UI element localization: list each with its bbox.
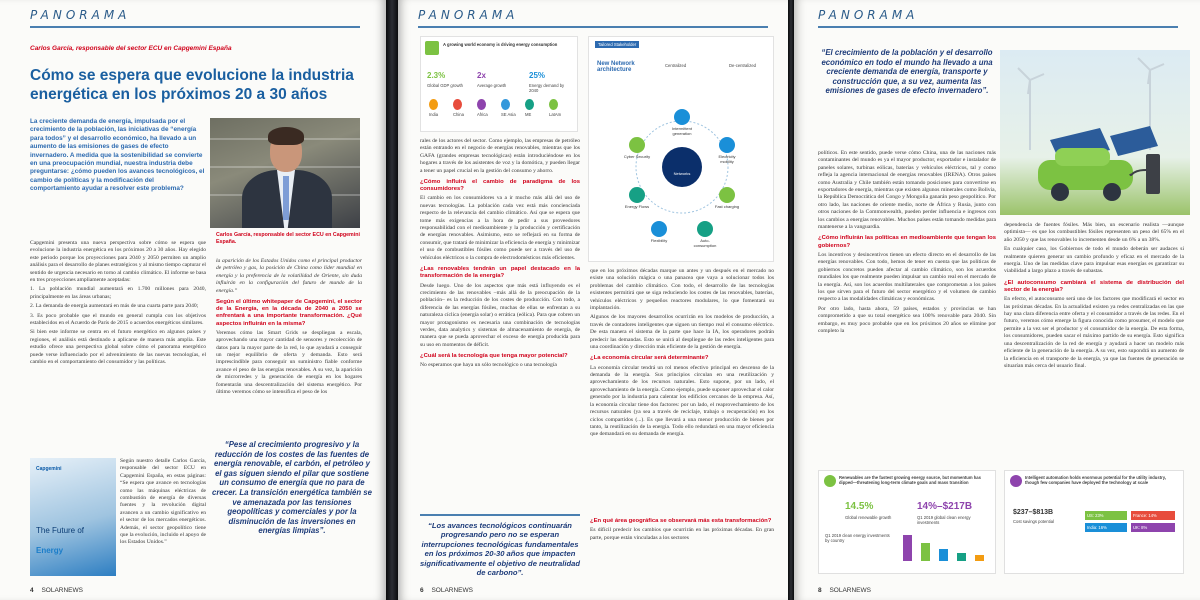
article-title: Cómo se espera que evolucione la industria energética en los próximos 20 a 30 años xyxy=(30,67,354,103)
body-column-1 xyxy=(818,150,996,450)
body-column-2 xyxy=(216,258,362,438)
stat-gdp: 2.3% xyxy=(427,71,446,80)
list-item: 1. La población mundial aumentará en 1.700 millones para 2040, principalmente en las áreas urbanas; xyxy=(30,286,206,300)
magazine-page-middle xyxy=(398,0,788,600)
subheading: ¿Cómo influirán las políticas en medioambiente que tengan los gobiernos? xyxy=(818,235,996,249)
drop-icon xyxy=(477,99,486,110)
consumption-icon xyxy=(697,221,713,237)
savings-stat: $237–$813B xyxy=(1013,509,1054,516)
drop-icon xyxy=(429,99,438,110)
investment-stat: 14%–$217B xyxy=(917,501,973,512)
hub-label: Networks xyxy=(673,171,691,176)
article-lead: La creciente demanda de energía, impulsada por el crecimiento de la población, las iniciativas de “energía para todos” y el desarrollo económico, ha llevado a un aumento de las emisiones de gases de efecto invernadero. A medida que la sostenibilidad se convierte en una preocupación mundial, nuestra industria debe preguntarse: ¿cómo pueden los avances tecnológicos, el cambio de políticas y la modificación del comportamiento ayudar a resolver este problema? xyxy=(30,118,205,193)
author-photo xyxy=(210,118,360,228)
network-hub-icon xyxy=(662,147,702,187)
drop-icon xyxy=(549,99,558,110)
magazine-brand: SOLARNEWS xyxy=(41,587,83,594)
node-label: Energy Flows xyxy=(624,204,650,209)
drop-icon xyxy=(453,99,462,110)
paragraph: Por otro lado, hasta ahora, 59 países, estados y provincias se han comprometido a que su total energético sea 100% renovable para 2040. Sin embargo, es muy poco probable que en los próximos 20 años se elimine por completo la xyxy=(818,305,996,334)
economy-infographic xyxy=(420,36,578,132)
subheading: Según el último whitepaper de Capgemini, el sector de la Energía, en la década de 2040 a 2050 se enfrentará a una importante transformación. ¿Qué aspectos influirán en la misma? xyxy=(216,299,362,327)
section-header: PANORAMA xyxy=(818,8,919,22)
page-number: 4 xyxy=(30,587,34,594)
report-cover-thumbnail xyxy=(30,458,116,576)
magazine-page-left xyxy=(0,0,386,600)
body-column-2 xyxy=(1004,222,1184,462)
body-column-2 xyxy=(590,268,774,510)
region-label: Africa xyxy=(477,112,488,117)
pull-quote: “Pese al crecimiento progresivo y la reducción de los costes de las fuentes de energía renovable, el carbón, el petróleo y el gas siguen siendo el pilar que sostiene un consumo de energía que no para de crecer. La transición energética también se ve amenazada por las tensiones geopolíticas y comerciales y por la disminución de las inversiones en energías limpias”. xyxy=(212,440,372,536)
list-item: 3. Es poco probable que el mundo en general cumpla con los objetivos establecidos en el Acuerdo de París de 2015 o acuerdos energéticos similares. xyxy=(30,312,206,327)
subheading: ¿En qué área geográfica se observará más esta transformación? xyxy=(590,518,772,524)
paragraph: Capgemini presenta una nueva perspectiva sobre cómo se espera que evolucione la industria energética en los próximos 20 a 30 años. Hay elegido este periodo porque los proyecciones para 2040 y 2050 permiten un amplio análisis para el desarrollo de planes estratégicos y al mismo tiempo capturar el sentido de urgencia necesario en torno al cambio climático. El informe se basa en tres proyecciones ampliamente aceptadas: xyxy=(30,240,206,284)
infographic-title: Intelligent automation holds enormous potential for the utility industry, though few companies have deployed the technology at scale xyxy=(1025,475,1166,485)
renewables-infographic xyxy=(818,470,996,574)
drop-icon xyxy=(525,99,534,110)
investment-label: Q1 2019 global clean energy investments xyxy=(917,515,971,525)
paragraph: Si bien este informe se centra en el futuro energético en algunos países y regiones, el análisis está destinado a aplicarse de manera más amplia. Este estudio ofrece una perspectiva global sobre cómo el panorama energético puede verse influenciado por el advenimiento de las nuevas tecnologías, el cambio en el comportamiento del consumidor y las políticas. xyxy=(30,329,206,366)
page-footer xyxy=(420,587,473,594)
list-item: 2. La demanda de energía aumentará en más de una cuarta parte para 2040; xyxy=(30,303,199,310)
subheading: ¿El autoconsumo cambiará el sistema de distribución del sector de la energía? xyxy=(1004,279,1184,294)
country-bars xyxy=(899,531,993,569)
stat-demand: 25% xyxy=(529,71,546,80)
country-bar: US: 23% xyxy=(1085,511,1127,520)
paragraph: En efecto, el autoconsumo será uno de los factores que modificará el sector en las próximas décadas. En la actualidad existen ya redes centralizadas en las que hay una clara diferencia entre oferta y el consumidor a través de las redes. En el futuro, veremos cómo emerge la figura conocida como prosumer, el modelo que permite a la vez ser el productor y el consumidor de la energía. De esta forma, los consumidores, pueden sacar el máximo partido de su energía. Esto significa una descentralización de la red de energía y ayudará a hacer un modelo más eficiente de la generación de la energía. A su vez, esto supondrá un aumento de la eficiencia en el transporte de la energía, ya que las fuentes de generación se situarían más cerca del usuario final. xyxy=(1004,296,1184,369)
flexibility-icon xyxy=(651,221,667,237)
green-energy-illustration xyxy=(1000,50,1190,215)
header-rule xyxy=(418,26,768,28)
body-column-1-continued xyxy=(120,458,206,576)
paragraph: El cambio en los consumidores va a ir mucho más allá del uso de nuevas tecnologías. La población cada vez está más concienciada respecto de la relevancia del cambio climático. Así que se espera que tome más exigencias a la hora de pedir a sus proveedores responsabilidad con el medioambiente y la producción y certificación de energías renovables. Asimismo, esto se reflejará en su forma de consumir, que tratará de minimizar la eficiencia de energía y minimizar el uso de combustibles fósiles como puede ser a través del uso de vehículos eléctricos o la compra de electrodomésticos más eficientes. xyxy=(420,195,580,261)
page-number: 6 xyxy=(420,587,424,594)
node-label: Auto-consumption xyxy=(693,238,717,248)
renewable-growth-label: Global renewable growth xyxy=(845,515,892,520)
header-rule xyxy=(818,26,1178,28)
paragraph: Los incentivos y desincentivos tienen un efecto directo en el desarrollo de las energías renovables. Con todo, hemos de tener en cuenta que las políticas de gobiernos concretos pueden afectar al cambio climático, son los acuerdos mundiales los que realmente pueden impulsar un cambio real en el mercado de la energía. Así, son los acuerdos multilaterales que comprometan a los países los que sirven para el futuro del sector energético y el volumen de cambio respecto a las modalidades climáticas y económicas. xyxy=(818,251,996,303)
region-label: ME xyxy=(525,112,532,117)
network-diagram xyxy=(588,36,774,262)
subheading: ¿Cómo influirá el cambio de paradigma de los consumidores? xyxy=(420,179,580,193)
sun-icon xyxy=(824,475,836,487)
region-label: China xyxy=(453,112,464,117)
node-label: Flexibility xyxy=(650,238,668,243)
header-rule xyxy=(30,26,360,28)
diagram-title: New Network architecture xyxy=(597,61,635,73)
page-footer xyxy=(30,587,83,594)
paragraph: políticos. En este sentido, puede verse cómo China, una de las naciones más contaminantes del mundo es ya el mayor productor, exportador e instalador de paneles solares, turbinas eólicas, baterías y vehículos eléctricos, tal y como refleja la agencia internacional de energías renovables (IRENA). Otros países como Australia y Chile también están tomando posiciones para convertirse en exportadores de energía, mientras que existen algunos minerales como Bolivia, la República Democrática del Congo y Mongolia ganarán peso geopolítico. Por otro lado, las naciones de oriente medio, norte de África y Rusia, junto con otros naciones de la Commonwealth, pueden perder influencia e ingresos con los cambios a energías renovables. Muchos países están tomando medidas para mantenerse a la vanguardia. xyxy=(818,150,996,231)
paragraph: rales de los actores del sector. Como ejemplo, las empresas de petróleo están entrando en el negocio de energías renovables, mientras que los GAFA (grandes empresas tecnológicas) están introduciéndose en los hogares a través de los asistentes de voz y la domótica, y pueden llegar a tener un papel crucial en la gestión del consumo y ahorro. xyxy=(420,138,580,174)
mobility-icon xyxy=(719,137,735,153)
diagram-header: Tailored Stakeholder xyxy=(595,41,639,48)
stat-gdp-label: Global GDP growth xyxy=(427,83,463,88)
paragraph: Según nuestro detalle Carlos García, responsable del sector ECU en Capgemini España, en estas páginas: “Se espera que avance en tecnologías como las máquinas eléctricas de combustión de energía de diversas fuentes y la revolución digital avancen a un cambio significativo en el sector de los mercados energéticos. Además, el sector geopolítico tiene que la evolución, incluido el apoyo de los Estados Unidos.” xyxy=(120,458,206,546)
page-footer xyxy=(818,587,871,594)
subheading: ¿Las renovables tendrán un papel destacado en la transformación de la energía? xyxy=(420,266,580,280)
report-title: The Future of xyxy=(36,526,85,535)
region-label: India xyxy=(429,112,439,117)
drop-icon xyxy=(501,99,510,110)
paragraph: No esperamos que haya un sólo tecnológico o una tecnología xyxy=(420,362,557,369)
section-header: PANORAMA xyxy=(30,8,131,22)
subheading: ¿La economía circular será determinante? xyxy=(590,355,709,362)
stat-demand-label: Energy demand by 2040 xyxy=(529,83,565,93)
robot-icon xyxy=(1010,475,1022,487)
paragraph: Veremos cómo las Smart Grids se despliegan a escala, aprovechando una mayor cantidad de sensores y recolección de datos para la mayor parte de la red, lo que ayudará a conseguir un mejor equilibrio de oferta y demanda. Esto será imprescindible para conseguir un suministro fiable conforme avance el peso de las energías renovables. A su vez, la aparición de microrredes y la generación de energía en los hogares fomentarán una descentralización del sistema energético. Por último veremos cómo se intensifica el peso de los xyxy=(216,329,362,396)
centralized-label: Centralized xyxy=(665,63,687,68)
paragraph: la aparición de los Estados Unidos como el principal productor de petróleo y gas, la posición de China como líder mundial en energía y la preferencia de la volatilidad de Oriente, sin duda influirán en la configuración del futuro de mundo de la energía.” xyxy=(216,258,362,294)
node-label: Electricity mobility xyxy=(718,154,736,164)
security-icon xyxy=(629,137,645,153)
paragraph: Algunos de los mayores desarrollos ocurrirán en los modelos de producción, a través de contadores inteligentes que siguen un tiempo real el consumo eléctrico. De esta manera el sistema de la parte que hace la IA, los operadores podrán predecir las demandas. Esto se unirá al despliegue de las redes inteligentes para una coordinación y dirección más eficiente de la gestión de energía. xyxy=(590,314,774,351)
page-number: 8 xyxy=(818,587,822,594)
infographic-title: A growing world economy is driving energy consumption xyxy=(443,42,558,47)
paragraph: En cualquier caso, los Gobiernos de todo el mundo deberán ser audaces si realmente quieren generar un cambio profundo y eficaz en el mercado de la energía. Uno de las medidas clave para impulsar esas energías es garantizar su viabilidad a largo plazo a través de subastas. xyxy=(1004,246,1184,275)
leaf-icon xyxy=(425,41,439,55)
decentralized-label: De-centralized xyxy=(729,63,756,68)
node-label: Cyber Security xyxy=(623,154,651,159)
body-column-1 xyxy=(30,240,206,455)
investment-note: Q1 2019 clean energy investments by country xyxy=(825,533,890,543)
article-author: Carlos García, responsable del sector ECU en Capgemini España xyxy=(30,45,232,52)
infographic-title: Renewables are the fastest growing energy source, but momentum has dipped—threatening long-term climate goals and mass transition xyxy=(839,475,981,485)
stat-growth-label: Average growth xyxy=(477,83,507,88)
page-gutter xyxy=(386,0,398,600)
paragraph: Es difícil predecir los cambios que ocurrirán en las próximas décadas. En gran parte, porque están vinculadas a los sectores xyxy=(590,527,774,541)
charging-icon xyxy=(719,187,735,203)
generation-icon xyxy=(674,109,690,125)
report-title-accent: Energy xyxy=(36,546,64,555)
photo-caption: Carlos García, responsable del sector ECU en Capgemini España. xyxy=(216,232,360,245)
automation-infographic xyxy=(1004,470,1184,574)
node-label: Intermittent generation xyxy=(671,126,692,136)
paragraph: dependencia de fuentes fósiles. Más bien, un escenario realista —aunque optimista— es que los combustibles fósiles representen un peso del 65% en el año 2050 y que las renovables lo incrementen desde un 6% a un 38%. xyxy=(1004,222,1184,243)
region-drops xyxy=(429,99,569,119)
report-logo: Capgemini xyxy=(36,466,62,472)
paragraph: Desde luego. Uno de los aspectos que más está influyendo es el crecimiento de las renovables –más allá de la preocupación de la población– es la reducción de los costes de producción. Con todo, a diferencia de las energías fósiles, muchas de ellas se enfrentan a su naturaleza cíclica (energía solar) o errática (eólica). Para que cobren un mayor protagonismo es necesaria una combinación de tecnologías verdes, data analytics y sistemas de almacenamiento de energía, de manera que se pueda aprovechar el exceso de energía producida para su uso en momentos de déficit. xyxy=(420,282,580,348)
flows-icon xyxy=(629,187,645,203)
paragraph: que en los próximos décadas marque un antes y un después en el mercado no existe una solución mágica o una panacea que vaya a solucionar todos los problemas del cambio climático. Con todo, el desarrollo de las tecnologías existentes permitirá que se siga reduciendo los costes de las renovables, baterías, vehículos eléctricos y pequeños reactores modulares, lo que fomentará su implantación. xyxy=(590,268,774,312)
pull-quote: “Los avances tecnológicos continuarán progresando pero no se esperan interrupciones tecnológicas fundamentales en los próximos 20-30 años que impacten significativamente el objetivo de neutralidad de carbono”. xyxy=(420,514,580,577)
renewable-growth-stat: 14.5% xyxy=(845,501,874,512)
subheading: ¿Cuál será la tecnología que tenga mayor potencial? xyxy=(420,353,568,360)
savings-label: Cost savings potential xyxy=(1013,519,1054,524)
wind-solar-ev-icon xyxy=(1000,50,1190,215)
paragraph: La economía circular tendrá un rol menos efectivo principal en descenso de la demanda de la energía. Sus principios circulan en una reutilización y aprovechamiento de los recursos naturales. Esto supone, por un lado, el aprovechamiento de la energía. Como ejemplo, puede suponer aprovechar el calor generado por la industria para calentar los edificios cercanos de la empresa. Así, la economía circular tiene dos factores: por un lado, el reaprovechamiento de los recursos naturales (ya sea a través de reciclaje, trabajo o recuperación) en los ciclos compartidos (...). Es que llevará a una menor producción de bienes por tanto, la reutilización de la energía. Todo ello redundará en una mayor eficiencia que demandará en su demanda de energía. xyxy=(590,364,774,438)
country-bar: UK: 8% xyxy=(1131,523,1175,532)
region-label: LatAm xyxy=(549,112,562,117)
magazine-brand: SOLARNEWS xyxy=(829,587,871,594)
node-label: Fast charging xyxy=(714,204,740,209)
country-bar: India: 16% xyxy=(1085,523,1127,532)
pull-quote: “El crecimiento de la población y el desarrollo económico en todo el mundo ha llevado a una creciente demanda de energía, transporte y construcción que, a su vez, aumenta las emisiones de gases de efecto invernadero”. xyxy=(821,48,993,96)
country-bar: France: 14% xyxy=(1131,511,1175,520)
stat-growth: 2x xyxy=(477,71,486,80)
region-label: SE Asia xyxy=(501,112,516,117)
magazine-brand: SOLARNEWS xyxy=(431,587,473,594)
body-column-2-continued xyxy=(590,514,774,584)
section-header: PANORAMA xyxy=(418,8,519,22)
body-column-1 xyxy=(420,138,580,510)
